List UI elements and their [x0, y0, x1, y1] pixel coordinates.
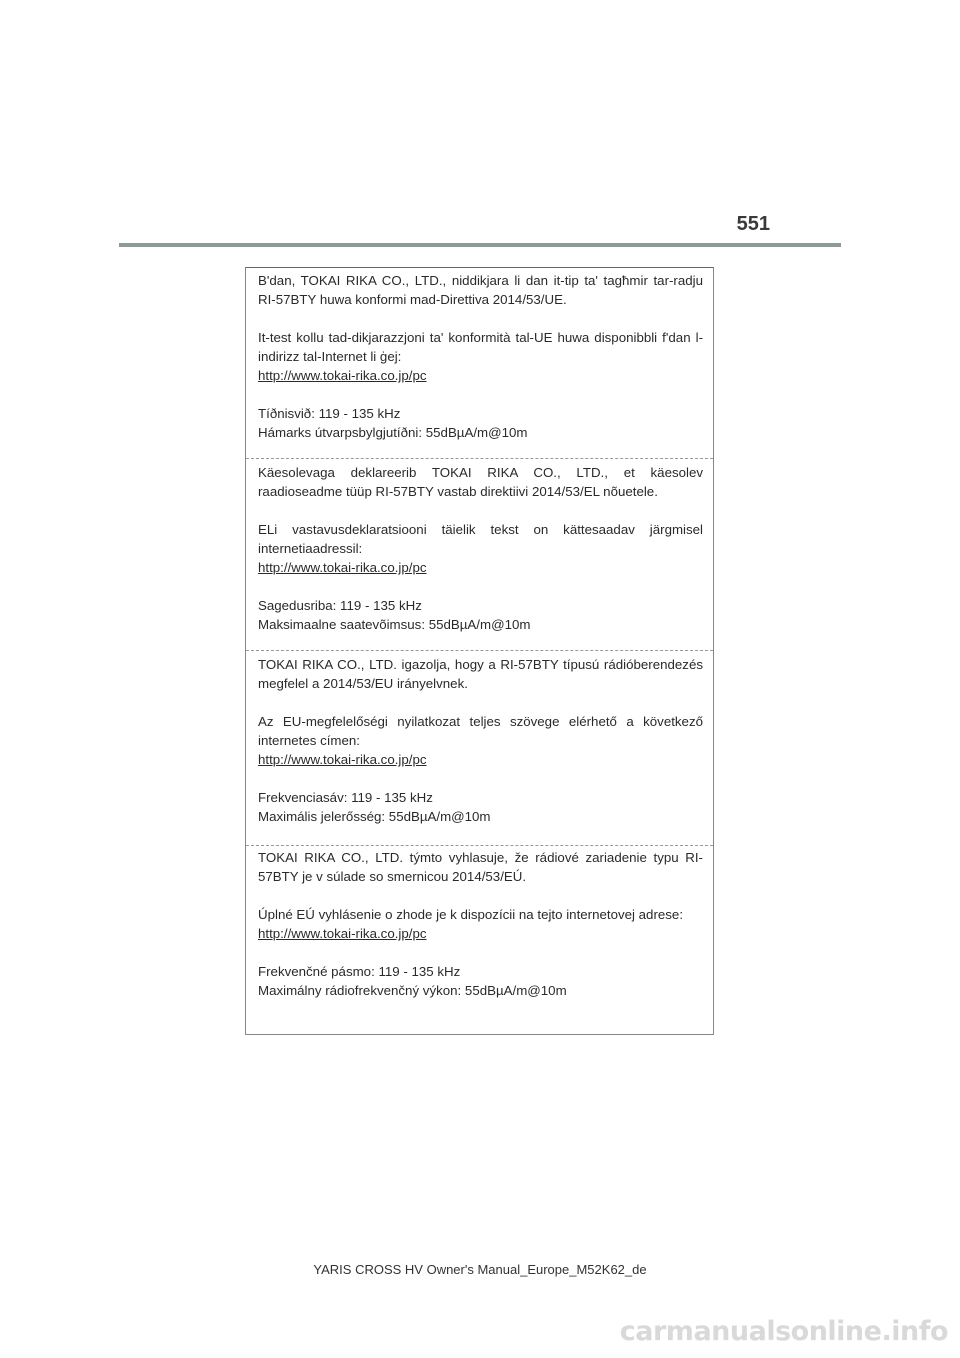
declaration-section-slovak [246, 845, 713, 1034]
availability-text: Úplné EÚ vyhlásenie o zhode je k dispozícii na tejto internetovej adrese: [258, 907, 684, 922]
max-power: Hámarks útvarpsbylgjutíðni: 55dBµA/m@10m [258, 425, 528, 440]
declaration-section-maltese [246, 268, 713, 459]
declaration-box [245, 267, 714, 1035]
max-power: Maximális jelerősség: 55dBµA/m@10m [258, 809, 491, 824]
frequency-range: Frekvenciasáv: 119 - 135 kHz [258, 790, 433, 805]
site-watermark: carmanualsonline.info [619, 1316, 948, 1347]
declaration-text: Käesolevaga deklareerib TOKAI RIKA CO., LTD., et käesolev raadioseadme tüüp RI-57BTY vastab direktiivi 2014/53/EL nõuetele. [258, 465, 703, 499]
frequency-range: Frekvenčné pásmo: 119 - 135 kHz [258, 964, 461, 979]
frequency-range: Sagedusriba: 119 - 135 kHz [258, 598, 422, 613]
manual-footer: YARIS CROSS HV Owner's Manual_Europe_M52K62_de [313, 1262, 647, 1277]
declaration-url-link[interactable]: http://www.tokai-rika.co.jp/pc [258, 560, 427, 575]
header-rule [119, 243, 841, 247]
declaration-url-link[interactable]: http://www.tokai-rika.co.jp/pc [258, 368, 427, 383]
declaration-text: TOKAI RIKA CO., LTD. týmto vyhlasuje, že rádiové zariadenie typu RI-57BTY je v súlade so smernicou 2014/53/EÚ. [258, 850, 703, 884]
max-power: Maksimaalne saatevõimsus: 55dBµA/m@10m [258, 617, 531, 632]
availability-text: ELi vastavusdeklaratsiooni täielik tekst on kättesaadav järgmisel internetiaadressil: [258, 522, 703, 556]
page-number: 551 [736, 213, 770, 235]
availability-text: It-test kollu tad-dikjarazzjoni ta' konformità tal-UE huwa disponibbli f'dan l-indirizz tal-Internet li ġej: [258, 330, 703, 364]
frequency-range: Tíðnisvið: 119 - 135 kHz [258, 406, 401, 421]
declaration-section-hungarian [246, 650, 713, 846]
declaration-url-link[interactable]: http://www.tokai-rika.co.jp/pc [258, 752, 427, 767]
declaration-url-link[interactable]: http://www.tokai-rika.co.jp/pc [258, 926, 427, 941]
declaration-section-estonian [246, 458, 713, 651]
declaration-text: TOKAI RIKA CO., LTD. igazolja, hogy a RI-57BTY típusú rádióberendezés megfelel a 2014/53/EU irányelvnek. [258, 657, 703, 691]
max-power: Maximálny rádiofrekvenčný výkon: 55dBµA/m@10m [258, 983, 567, 998]
declaration-text: B'dan, TOKAI RIKA CO., LTD., niddikjara li dan it-tip ta' tagħmir tar-radju RI-57BTY huwa konformi mad-Direttiva 2014/53/UE. [258, 273, 703, 307]
availability-text: Az EU-megfelelőségi nyilatkozat teljes szövege elérhető a következő internetes címen: [258, 714, 703, 748]
